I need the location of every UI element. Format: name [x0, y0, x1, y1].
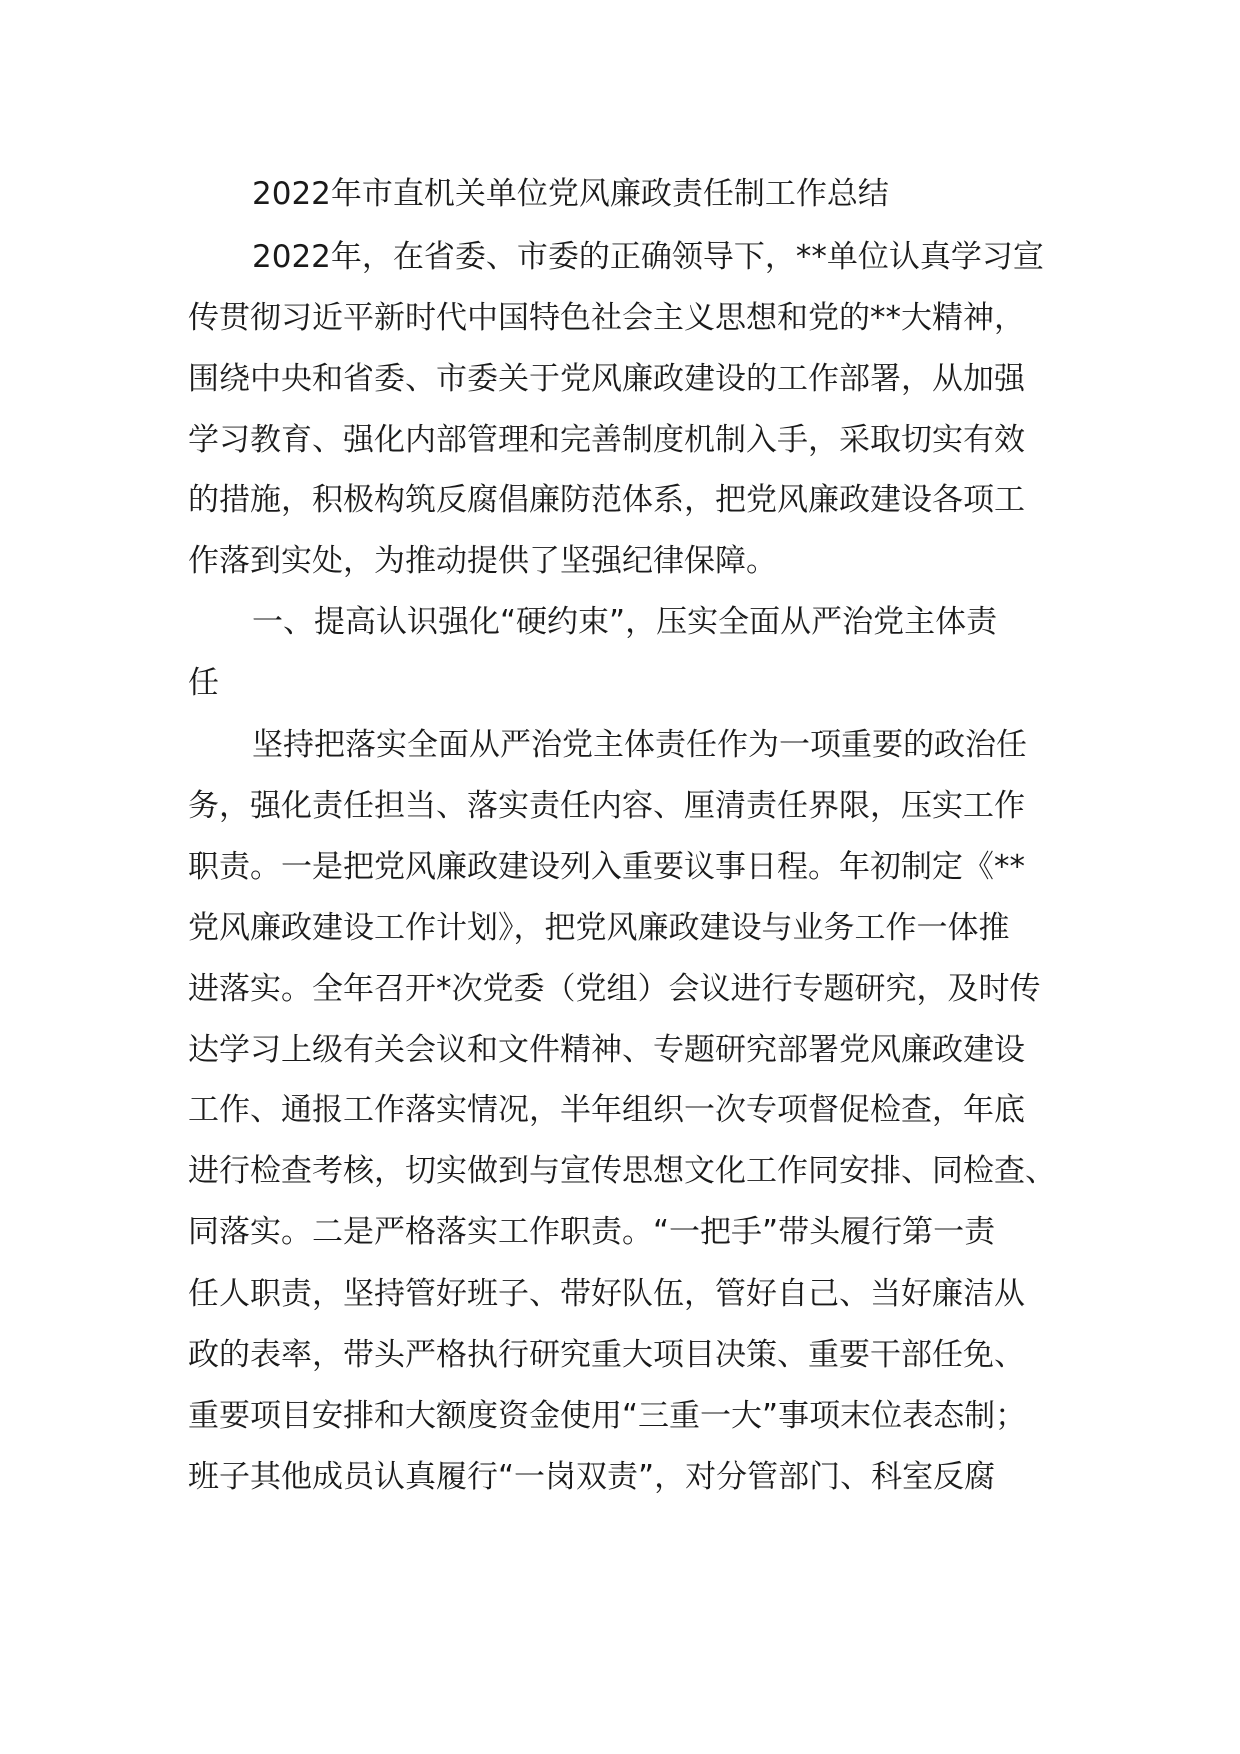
paragraph-line: 的措施，积极构筑反腐倡廉防范体系，把党风廉政建设各项工 [188, 482, 1025, 518]
paragraph-line: 重要项目安排和大额度资金使用“三重一大”事项末位表态制； [188, 1398, 1027, 1434]
paragraph-line: 作落到实处，为推动提供了坚强纪律保障。 [188, 543, 777, 579]
paragraph-line: 进落实。全年召开*次党委（党组）会议进行专题研究，及时传 [188, 971, 1041, 1007]
paragraph-line: 务，强化责任担当、落实责任内容、厘清责任界限，压实工作 [188, 788, 1025, 824]
paragraph-line: 围绕中央和省委、市委关于党风廉政建设的工作部署，从加强 [188, 361, 1025, 397]
document-title: 2022年市直机关单位党风廉政责任制工作总结 [252, 176, 889, 212]
paragraph-line: 同落实。二是严格落实工作职责。“一把手”带头履行第一责 [188, 1214, 996, 1250]
paragraph-line: 2022年，在省委、市委的正确领导下，**单位认真学习宣 [252, 239, 1044, 275]
section-heading-line: 一、提高认识强化“硬约束”，压实全面从严治党主体责 [252, 604, 998, 640]
paragraph-line: 传贯彻习近平新时代中国特色社会主义思想和党的**大精神， [188, 300, 1025, 336]
paragraph-line: 工作、通报工作落实情况，半年组织一次专项督促检查，年底 [188, 1092, 1025, 1128]
section-heading-line: 任 [188, 665, 219, 701]
paragraph-line: 党风廉政建设工作计划》，把党风廉政建设与业务工作一体推 [188, 910, 1010, 946]
paragraph-line: 进行检查考核，切实做到与宣传思想文化工作同安排、同检查、 [188, 1153, 1056, 1189]
paragraph-line: 学习教育、强化内部管理和完善制度机制入手，采取切实有效 [188, 422, 1025, 458]
paragraph-line: 达学习上级有关会议和文件精神、专题研究部署党风廉政建设 [188, 1032, 1025, 1068]
paragraph-line: 坚持把落实全面从严治党主体责任作为一项重要的政治任 [252, 727, 1027, 763]
paragraph-line: 班子其他成员认真履行“一岗双责”，对分管部门、科室反腐 [188, 1459, 996, 1495]
paragraph-line: 职责。一是把党风廉政建设列入重要议事日程。年初制定《** [188, 849, 1025, 885]
paragraph-line: 政的表率，带头严格执行研究重大项目决策、重要干部任免、 [188, 1337, 1025, 1373]
paragraph-line: 任人职责，坚持管好班子、带好队伍，管好自己、当好廉洁从 [188, 1276, 1025, 1312]
